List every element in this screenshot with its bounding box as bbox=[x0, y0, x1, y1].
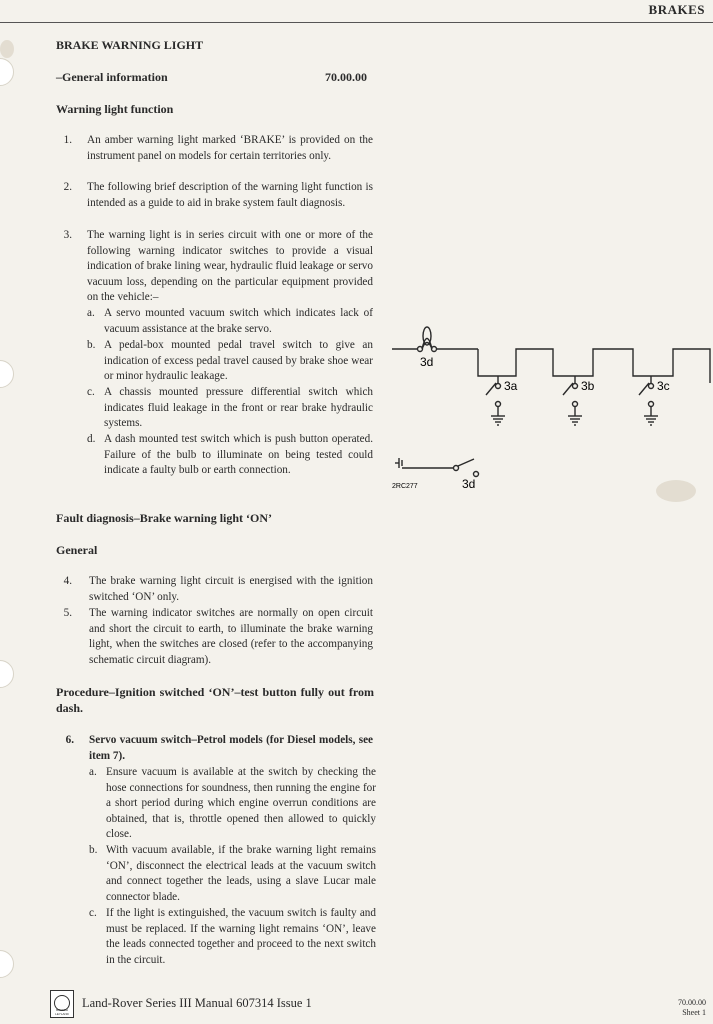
punch-hole bbox=[0, 360, 14, 388]
fault-diagnosis-heading: Fault diagnosis–Brake warning light ‘ON’ bbox=[56, 511, 273, 525]
footer-manual: Land-Rover Series III Manual 607314 Issue 1 bbox=[82, 996, 312, 1010]
warning-light-function-heading: Warning light function bbox=[56, 102, 174, 116]
punch-hole bbox=[0, 950, 14, 978]
switch-3b-label: 3b bbox=[581, 379, 595, 393]
punch-hole bbox=[0, 660, 14, 688]
page-title: BRAKE WARNING LIGHT bbox=[56, 38, 204, 52]
footer-sheet: Sheet 1 bbox=[682, 1008, 706, 1017]
procedure-heading: Procedure–Ignition switched ‘ON’–test button fully out from dash. bbox=[56, 685, 374, 715]
item-number: 1. bbox=[63, 134, 72, 146]
subitem-text: Ensure vacuum is available at the switch by checking the hose connections for soundness, then running the engine for a short period during which engine overrun conditions are obtained, that is, throttle opened then allowed to quickly close. bbox=[106, 766, 376, 841]
subitem-letter: b. bbox=[89, 844, 98, 856]
subitem-text: A pedal-box mounted pedal travel switch to give an indication of excess pedal travel caused by brake shoe wear or minor hydraulic leakage. bbox=[104, 339, 373, 383]
item-text: Servo vacuum switch–Petrol models (for Diesel models, see item 7). bbox=[89, 734, 373, 762]
switch-3a-label: 3a bbox=[504, 379, 518, 393]
item-number: 5. bbox=[63, 607, 72, 619]
item-text: An amber warning light marked ‘BRAKE’ is provided on the instrument panel on models for certain territories only. bbox=[87, 134, 373, 162]
general-heading: General bbox=[56, 543, 98, 557]
test-switch-label: 3d bbox=[462, 477, 476, 491]
item-number: 3. bbox=[63, 229, 72, 241]
subitem-letter: d. bbox=[87, 433, 96, 445]
general-info-code: 70.00.00 bbox=[325, 70, 367, 84]
diagram-ref: 2RC277 bbox=[392, 483, 418, 490]
header-rule bbox=[0, 22, 713, 23]
subitem-text: If the light is extinguished, the vacuum switch is faulty and must be replaced. If the warning light remains ‘ON’, leave the leads connected together and proceed to the next switch in the circuit. bbox=[106, 907, 376, 966]
item-number: 2. bbox=[63, 181, 72, 193]
subitem-text: A dash mounted test switch which is push button operated. Failure of the bulb to illuminate on being tested could indicate a faulty bulb or earth connection. bbox=[104, 433, 373, 477]
circuit-diagram bbox=[378, 318, 713, 498]
subitem-letter: c. bbox=[89, 907, 97, 919]
general-info-label: –General information bbox=[56, 70, 168, 84]
footer-code: 70.00.00 bbox=[678, 998, 706, 1007]
subitem-letter: a. bbox=[89, 766, 97, 778]
subitem-letter: c. bbox=[87, 386, 95, 398]
subitem-text: With vacuum available, if the brake warning light remains ‘ON’, disconnect the electrical leads at the vacuum switch and connect together the leads, using a slave Lucar male connector blade. bbox=[106, 844, 376, 903]
item-text: The following brief description of the warning light function is intended as a guide to aid in brake system fault diagnosis. bbox=[87, 181, 373, 209]
item-number: 6. bbox=[65, 734, 74, 746]
subitem-letter: a. bbox=[87, 307, 95, 319]
switch-3c-label: 3c bbox=[657, 379, 670, 393]
section-title: BRAKES bbox=[648, 2, 705, 17]
subitem-text: A chassis mounted pressure differential switch which indicates fluid leakage in the front or rear brake hydraulic systems. bbox=[104, 386, 373, 430]
item-number: 4. bbox=[63, 575, 72, 587]
item-text: The warning light is in series circuit with one or more of the following warning indicator switches to provide a visual indication of brake lining wear, hydraulic fluid leakage or servo vacuum loss, depending on the particular equipment provided on the vehicle:– bbox=[87, 229, 373, 304]
item-text: The brake warning light circuit is energised with the ignition switched ‘ON’ only. bbox=[89, 575, 373, 603]
subitem-text: A servo mounted vacuum switch which indicates lack of vacuum assistance at the brake servo. bbox=[104, 307, 373, 335]
item-text: The warning indicator switches are normally on open circuit and short the circuit to earth, to illuminate the brake warning light, when the switches are closed (refer to the accompanying schematic circuit diagram). bbox=[89, 607, 373, 666]
punch-hole bbox=[0, 58, 14, 86]
lamp-label: 3d bbox=[420, 355, 434, 369]
subitem-letter: b. bbox=[87, 339, 96, 351]
british-leyland-logo: BRITISH LEYLAND bbox=[50, 990, 74, 1018]
